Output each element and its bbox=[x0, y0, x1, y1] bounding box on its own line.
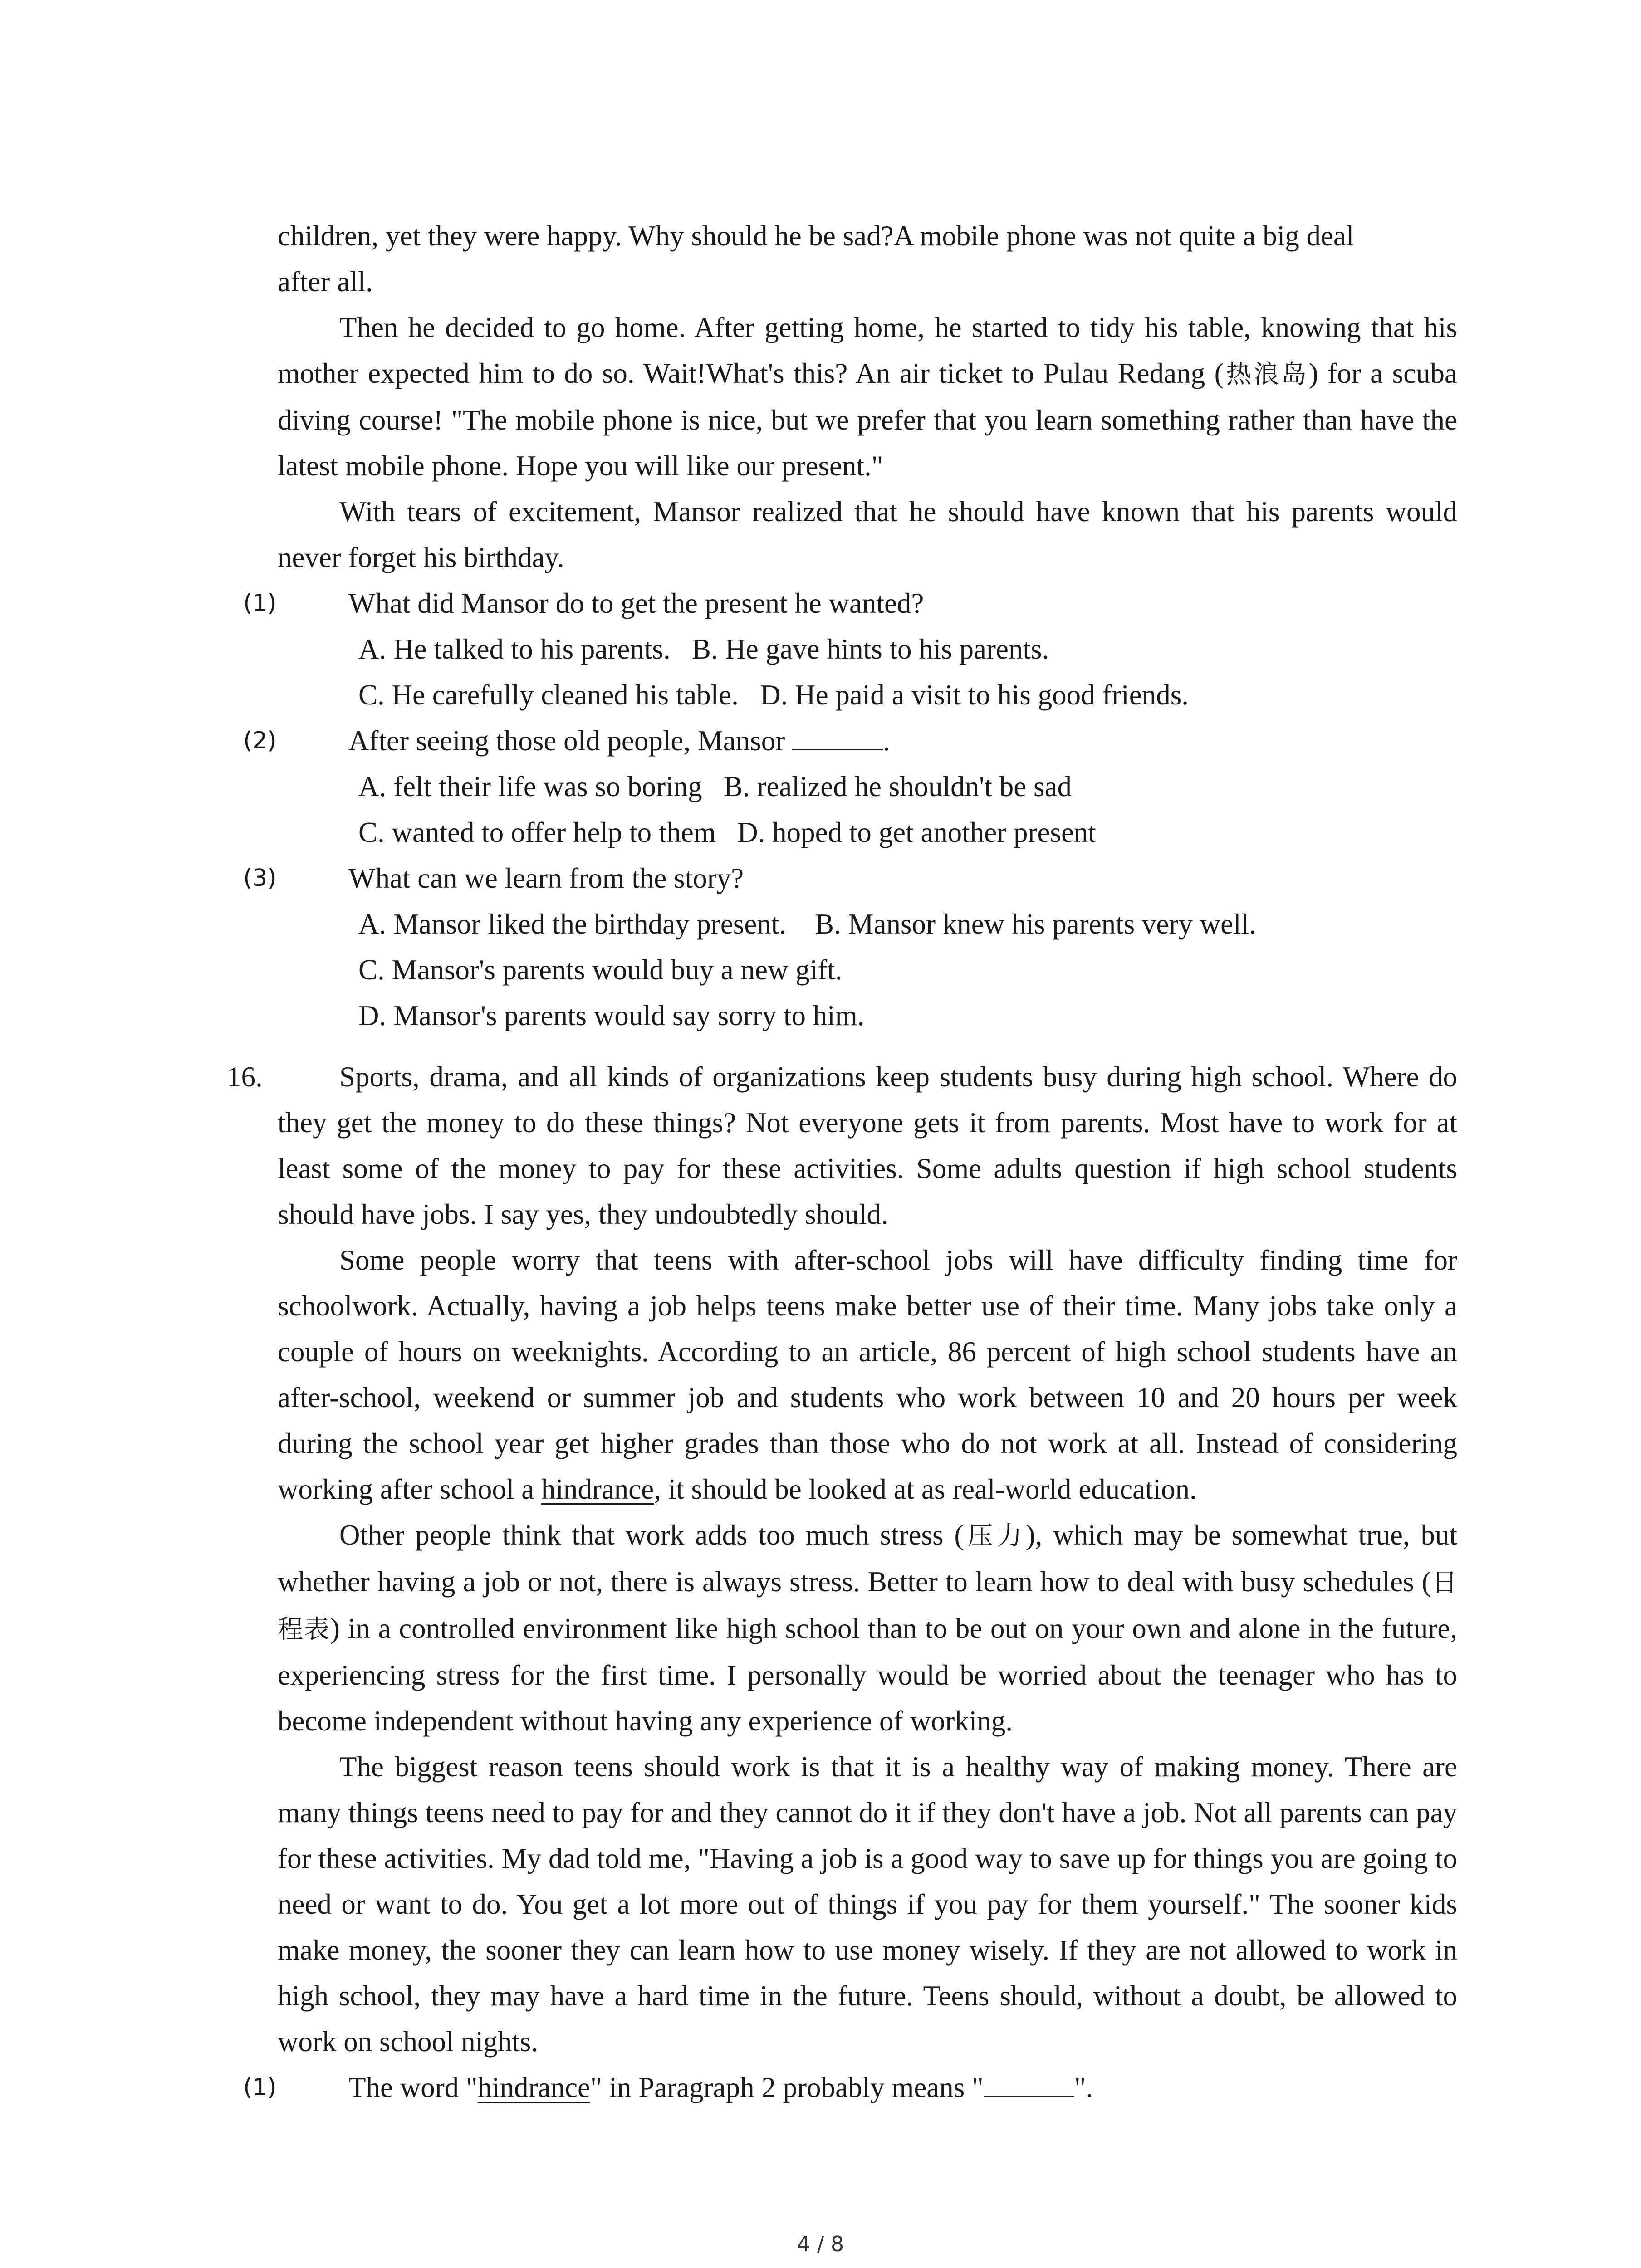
passage-text: ), which may be somewhat true, but whether having a job or not, there is always stress. Better to learn how to deal with busy schedules ( bbox=[278, 1519, 1458, 1598]
question-number: (3) bbox=[243, 865, 277, 892]
answer-options: C. Mansor's parents would buy a new gift. bbox=[358, 954, 843, 986]
chinese-gloss: 日程表 bbox=[278, 1568, 1458, 1644]
question-text: What did Mansor do to get the present he wanted? bbox=[348, 587, 924, 619]
passage-15-paragraph-1 bbox=[278, 213, 1457, 305]
question-15-2 bbox=[243, 718, 1457, 764]
answer-options: D. Mansor's parents would say sorry to him. bbox=[358, 1000, 865, 1031]
question-text bbox=[348, 2065, 1457, 2111]
page-content bbox=[227, 213, 1458, 2111]
passage-text: ) in a controlled environment like high school than to be out on your own and alone in the future, experiencing stress for the first time. I personally would be worried about the teenager who has to become independent without having any experience of working. bbox=[278, 1613, 1457, 1737]
question-text-part: After seeing those old people, Mansor bbox=[348, 725, 793, 757]
answer-blank[interactable] bbox=[984, 2067, 1074, 2097]
question-text-part: The word " bbox=[348, 2072, 478, 2103]
answer-options: A. felt their life was so boring B. realized he shouldn't be sad bbox=[358, 771, 1072, 802]
question-number: 16. bbox=[227, 1061, 263, 1093]
chinese-gloss: 压力 bbox=[964, 1521, 1026, 1551]
answer-options: C. He carefully cleaned his table. D. He paid a visit to his good friends. bbox=[358, 679, 1189, 711]
passage-15-paragraph-2 bbox=[278, 305, 1457, 489]
question-number: (1) bbox=[243, 2074, 277, 2101]
question-number: (1) bbox=[243, 590, 277, 617]
answer-options: A. Mansor liked the birthday present. B. Mansor knew his parents very well. bbox=[358, 908, 1256, 940]
passage-text: Then he decided to go home. After getting home, he started to tidy his table, knowing that his mother expected him to do so. Wait!What's this? An air ticket to Pulau Redang ( bbox=[278, 312, 1457, 389]
question-16 bbox=[227, 1054, 1457, 1237]
passage-16-paragraph-1: Sports, drama, and all kinds of organizations keep students busy during high school. Where do they get the money to do these things? Not everyone gets it from parents. Most have to work for at least some of the money to pay for these activities. Some adults question if high school students should have jobs. I say yes, they undoubtedly should. bbox=[278, 1061, 1457, 1230]
question-number: (2) bbox=[243, 727, 277, 754]
question-text-part: " in Paragraph 2 probably means " bbox=[590, 2072, 984, 2103]
question-16-1 bbox=[243, 2065, 1457, 2111]
chinese-gloss: 热浪岛 bbox=[1224, 360, 1309, 389]
answer-options: C. wanted to offer help to them D. hoped to get another present bbox=[358, 816, 1096, 848]
passage-16-paragraph-4: The biggest reason teens should work is that it is a healthy way of making money. There are many things teens need to pay for and they cannot do it if they don't have a job. Not all parents can pay for these activities. My dad told me, "Having a job is a good way to save up for things you are going to need or want to do. You get a lot more out of things if you pay for them yourself." The sooner kids make money, the sooner they can learn how to use money wisely. If they are not allowed to work in high school, they may have a hard time in the future. Teens should, without a doubt, be allowed to work on school nights. bbox=[278, 1751, 1457, 2058]
passage-text: Other people think that work adds too much stress ( bbox=[339, 1519, 964, 1551]
answer-blank[interactable] bbox=[792, 720, 883, 750]
passage-15-line: children, yet they were happy. Why should he be sad?A mobile phone was not quite a big deal bbox=[278, 220, 1354, 252]
question-15-1 bbox=[243, 581, 1457, 626]
passage-15-line: after all. bbox=[278, 266, 373, 298]
question-text-part: ". bbox=[1074, 2072, 1093, 2103]
question-text bbox=[348, 718, 1457, 764]
passage-text: Some people worry that teens with after-school jobs will have difficulty finding time for schoolwork. Actually, having a job helps teens make better use of their time. Many jobs take only a couple of hours on weeknights. According to an article, 86 percent of high school students have an after-school, weekend or summer job and students who work between 10 and 20 hours per week during the school year get higher grades than those who do not work at all. Instead of considering working after school a bbox=[278, 1244, 1457, 1505]
passage-16-paragraph-2 bbox=[278, 1237, 1457, 1512]
underlined-word: hindrance bbox=[477, 2072, 591, 2103]
question-text-part: . bbox=[883, 725, 890, 757]
page-number: 4 / 8 bbox=[797, 2232, 844, 2256]
passage-text: ) for a scuba diving course! "The mobile phone is nice, but we prefer that you learn something rather than have the latest mobile phone. Hope you will like our present." bbox=[278, 357, 1457, 482]
passage-15-paragraph-3: With tears of excitement, Mansor realized that he should have known that his parents would never forget his birthday. bbox=[278, 496, 1457, 573]
underlined-word: hindrance bbox=[541, 1473, 654, 1505]
answer-options: A. He talked to his parents. B. He gave hints to his parents. bbox=[358, 633, 1049, 665]
passage-text: , it should be looked at as real-world education. bbox=[654, 1473, 1197, 1505]
question-15-3 bbox=[243, 855, 1457, 901]
question-text: What can we learn from the story? bbox=[348, 862, 744, 894]
passage-16-paragraph-3 bbox=[278, 1512, 1457, 1744]
